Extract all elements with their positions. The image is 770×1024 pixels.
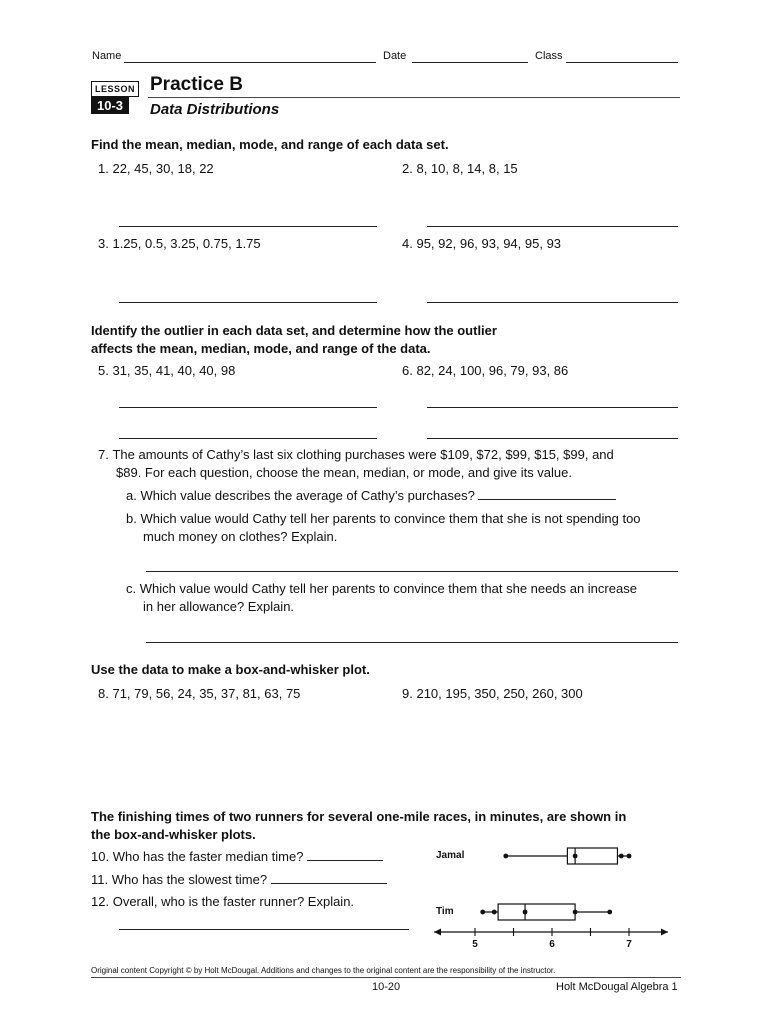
answer-line-3[interactable] — [119, 302, 377, 303]
section3-instruction: Use the data to make a box-and-whisker plot. — [91, 662, 370, 677]
axis-tick-label-5: 5 — [472, 939, 478, 950]
problem-7-line1: 7. The amounts of Cathy’s last six clothing purchases were $109, $72, $99, $15, $99, and — [98, 447, 614, 462]
tim-point-2 — [492, 910, 497, 915]
problem-7b-line1: b. Which value would Cathy tell her parents to convince them that she is not spending too — [126, 511, 641, 526]
section1-instruction: Find the mean, median, mode, and range of each data set. — [91, 137, 449, 152]
jamal-point-3 — [619, 854, 624, 859]
answer-line-4[interactable] — [427, 302, 678, 303]
title-rule — [148, 97, 680, 98]
page-number: 10-20 — [372, 981, 401, 993]
answer-line-7b[interactable] — [146, 571, 678, 572]
axis-tick-label-6: 6 — [549, 939, 555, 950]
problem-7c-line1: c. Which value would Cathy tell her parents to convince them that she needs an increase — [126, 581, 637, 596]
section2-instruction-2: affects the mean, median, mode, and range of the data. — [91, 341, 431, 356]
problem-7b-line2: much money on clothes? Explain. — [143, 529, 338, 544]
section4-instruction-2: the box-and-whisker plots. — [91, 827, 256, 842]
name-label: Name — [92, 50, 122, 62]
lesson-number: 10-3 — [91, 97, 129, 114]
copyright-notice: Original content Copyright © by Holt McDougal. Additions and changes to the original content are the responsibility of the instructor. — [91, 966, 556, 975]
jamal-point-1 — [503, 854, 508, 859]
footer-rule — [91, 977, 681, 978]
problem-3: 3. 1.25, 0.5, 3.25, 0.75, 1.75 — [98, 236, 261, 251]
answer-blank-11[interactable] — [271, 871, 387, 884]
answer-line-6a[interactable] — [427, 407, 678, 408]
date-field[interactable] — [412, 62, 528, 63]
box-and-whisker-plots — [430, 836, 675, 951]
problem-12: 12. Overall, who is the faster runner? Explain. — [91, 894, 355, 909]
tim-point-3 — [523, 910, 528, 915]
axis-arrow-right — [661, 929, 668, 936]
answer-line-2[interactable] — [427, 226, 678, 227]
jamal-label: Jamal — [436, 850, 465, 861]
problem-10: 10. Who has the faster median time? — [91, 848, 383, 865]
problem-7-line2: $89. For each question, choose the mean, median, or mode, and give its value. — [116, 465, 572, 480]
section2-instruction-1: Identify the outlier in each data set, and determine how the outlier — [91, 323, 497, 338]
page-subtitle: Data Distributions — [150, 101, 280, 118]
answer-blank-10[interactable] — [307, 848, 383, 861]
answer-line-5a[interactable] — [119, 407, 377, 408]
problem-7c-line2: in her allowance? Explain. — [143, 599, 295, 614]
class-field[interactable] — [566, 62, 678, 63]
tim-box — [498, 904, 575, 920]
problem-11: 11. Who has the slowest time? — [91, 871, 387, 888]
tim-point-1 — [480, 910, 485, 915]
problem-1: 1. 22, 45, 30, 18, 22 — [98, 161, 214, 176]
page-title: Practice B — [150, 74, 243, 95]
problem-2: 2. 8, 10, 8, 14, 8, 15 — [402, 161, 518, 176]
jamal-point-4 — [627, 854, 632, 859]
tim-point-4 — [573, 910, 578, 915]
answer-line-1[interactable] — [119, 226, 377, 227]
date-label: Date — [383, 50, 407, 62]
axis-tick-label-7: 7 — [626, 939, 632, 950]
section4-instruction-1: The finishing times of two runners for several one-mile races, in minutes, are shown in — [91, 809, 627, 824]
book-title: Holt McDougal Algebra 1 — [556, 981, 678, 993]
problem-5: 5. 31, 35, 41, 40, 40, 98 — [98, 363, 236, 378]
problem-7a: a. Which value describes the average of Cathy’s purchases? — [126, 487, 616, 504]
answer-blank-7a[interactable] — [478, 487, 616, 500]
problem-8: 8. 71, 79, 56, 24, 35, 37, 81, 63, 75 — [98, 686, 301, 701]
tim-point-5 — [607, 910, 612, 915]
answer-line-12[interactable] — [119, 929, 409, 930]
answer-line-5b[interactable] — [119, 438, 377, 439]
lesson-label: LESSON — [91, 81, 139, 97]
answer-line-7c[interactable] — [146, 642, 678, 643]
jamal-point-2 — [573, 854, 578, 859]
problem-4: 4. 95, 92, 96, 93, 94, 95, 93 — [402, 236, 562, 251]
problem-6: 6. 82, 24, 100, 96, 79, 93, 86 — [402, 363, 569, 378]
name-field[interactable] — [124, 62, 376, 63]
answer-line-6b[interactable] — [427, 438, 678, 439]
axis-arrow-left — [434, 929, 441, 936]
problem-9: 9. 210, 195, 350, 250, 260, 300 — [402, 686, 583, 701]
class-label: Class — [535, 50, 563, 62]
tim-label: Tim — [436, 906, 454, 917]
